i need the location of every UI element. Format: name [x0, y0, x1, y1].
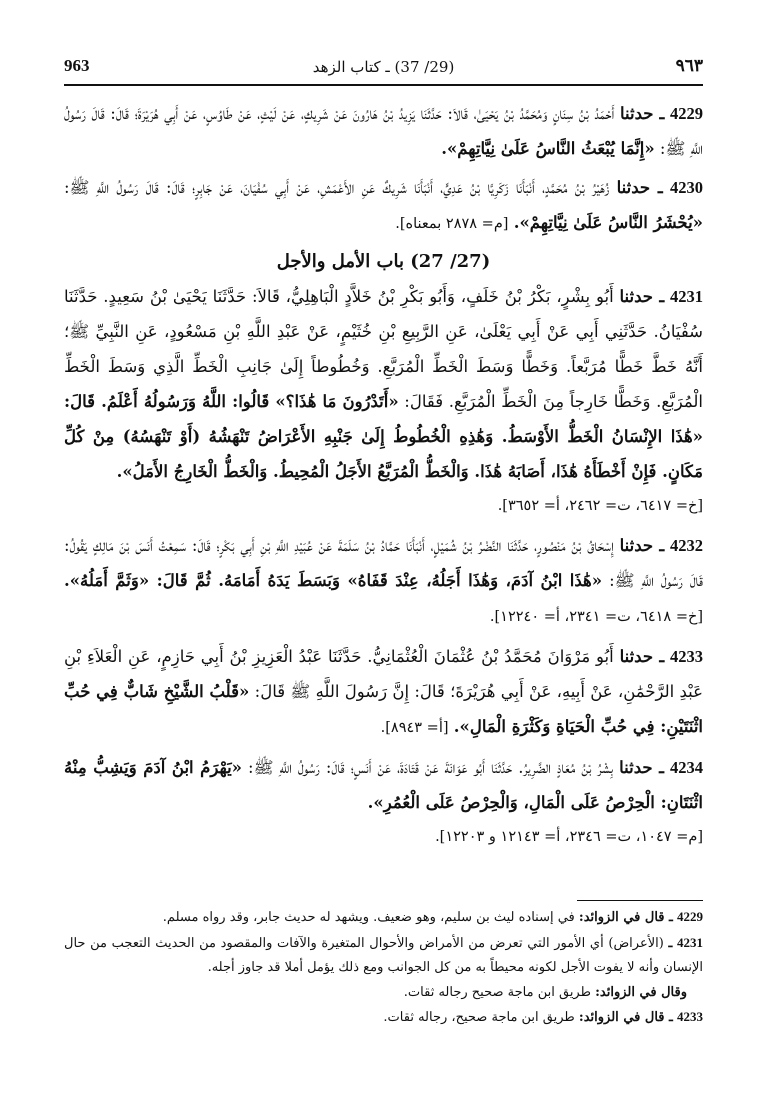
hadith-4230	[64, 170, 703, 242]
hadith-matn: «قَلْبُ الشَّيْخِ شَابٌّ فِي حُبِّ اثْنَتَيْنِ: فِي حُبِّ الْحَيَاةِ وَكَثْرَةِ الْمَالِ».	[64, 682, 703, 736]
hadith-4229	[64, 96, 703, 166]
hadith-matn: «إِنَّمَا يُبْعَثُ النَّاسُ عَلَىٰ نِيَّاتِهِمْ».	[441, 139, 655, 158]
hadith-4233	[64, 639, 703, 746]
footnote-number: 4231	[677, 934, 704, 950]
hadith-number: 4232	[670, 536, 704, 555]
footnote-4231-zawaid	[64, 981, 703, 1006]
hadith-isnad: أَبُو بِشْرٍ، بَكْرُ بْنُ خَلَفٍ، وَأَبُو بَكْرِ بْنُ خَلاَّدٍ الْبَاهِلِيُّ، قَالاَ: حَدَّثَنَا يَحْيَىٰ بْنُ سَعِيدٍ. حَدَّثَنَا سُفْيَانُ. حَدَّثَنِي أَبِي عَنْ أَبِي يَعْلَىٰ، عَنِ الرَّبِيعِ بْنِ خُثَيْمٍ، عَنْ عَبْدِ اللَّهِ بْنِ مَسْعُودٍ، عَنِ النَّبِيِّ ﷺ؛ أَنَّهُ خَطَّ خَطًّا مُرَبَّعاً. وَخَطًّا وَسَطَ الْخَطِّ الْمُرَبَّعِ. وَخُطُوطاً إِلَىٰ جَانِبِ الْخَطِّ الَّذِي وَسَطَ الْخَطِّ الْمُرَبَّعِ. وَخَطًّا خَارِجاً مِنَ الْخَطِّ الْمُرَبَّعِ. فَقَالَ:	[64, 287, 703, 411]
page-header	[64, 54, 703, 84]
footnotes	[64, 905, 703, 1031]
hadith-4231	[64, 279, 703, 524]
hadith-number: 4233	[670, 647, 704, 666]
hadith-4232	[64, 528, 703, 635]
hadith-reference: [خ= ٦٤١٨، ت= ٢٣٤١، أ= ١٢٢٤٠].	[489, 609, 703, 625]
hadith-isnad: إِسْحَاقُ بْنُ مَنْصُورٍ، حَدَّثَنَا النَّضْرُ بْنُ شُمَيْلٍ، أَنْبَأَنَا حَمَّادُ بْنُ سَلَمَةَ عَنْ عُبَيْدِ اللَّهِ بْنِ أَبِي بَكْرٍ؛ قَالَ: سَمِعْتُ أَنَسَ بْنَ مَالِكٍ يَقُولُ: قَالَ رَسُولُ اللَّهِ ﷺ:	[64, 536, 703, 590]
footnote-text: في إسناده ليث بن سليم، وهو ضعيف. ويشهد له حديث جابر، وقد رواه مسلم.	[162, 910, 575, 925]
footnote-text: طريق ابن ماجة صحيح، رجاله ثقات.	[383, 1010, 575, 1025]
footnote-label: وقال في الزوائد:	[595, 984, 687, 1000]
hadith-isnad: بِشْرُ بْنُ مُعَاذٍ الضَّرِيرُ. حَدَّثَنَا أَبُو عَوَانَةَ عَنْ قَتَادَةَ، عَنْ أَنَسٍ؛ قَالَ: رَسُولُ اللَّهِ ﷺ:	[248, 758, 614, 777]
hadith-opening: ـ حدثنا	[619, 536, 665, 555]
hadith-matn: «يُحْشَرُ النَّاسُ عَلَىٰ نِيَّاتِهِمْ».	[513, 213, 703, 232]
footnote-label: ـ	[668, 935, 673, 951]
footnote-number: 4229	[677, 909, 703, 924]
footnote-text: طريق ابن ماجة صحيح رجاله ثقات.	[403, 984, 591, 1000]
footnote-4231	[64, 931, 703, 981]
main-text	[64, 96, 703, 855]
hadith-opening: ـ حدثنا	[619, 287, 665, 306]
hadith-matn: «يَهْرَمُ ابْنُ آدَمَ وَيَشِبُّ مِنْهُ اثْنَتَانِ: الْحِرْصُ عَلَى الْمَالِ، وَالْحِرْصُ عَلَى الْعُمُرِ».	[64, 758, 703, 812]
page-number-arabic: ٩٦٣	[675, 56, 703, 76]
hadith-matn: «أَتَدْرُونَ مَا هَٰذَا؟» قَالُوا: اللَّهُ وَرَسُولُهُ أَعْلَمُ. قَالَ: «هَٰذَا الإِنْسَانُ الْخَطُّ الأَوْسَطُ. وَهَٰذِهِ الْخُطُوطُ إِلَىٰ جَنْبِهِ الأَعْرَاضُ تَنْهَشُهُ (أَوْ تَنْهَسُهُ) مِنْ كُلِّ مَكَانٍ. فَإِنْ أَخْطَأَهُ هَٰذَا، أَصَابَهُ هَٰذَا. وَالْخَطُّ الْمُرَبَّعُ الأَجَلُ الْمُحِيطُ. وَالْخَطُّ الْخَارِجُ الأَمَلُ».	[64, 392, 703, 481]
chapter-title: (27/ 27) باب الأمل والأجل	[276, 251, 491, 272]
footnote-4233	[64, 1005, 703, 1031]
hadith-number: 4231	[670, 287, 704, 306]
hadith-opening: ـ حدثنا	[619, 758, 664, 777]
footnote-number: 4233	[677, 1009, 703, 1024]
footnote-text: (الأعراض) أي الأمور التي تعرض من الأمراض والأحوال المتغيرة والآفات والمقصود من الحديث التعجب من حال الإنسان وأنه لا يفوت الأجل لكونه محيطاً به من كل الجوانب ومع ذلك يؤمل أملا قد جاوز أجله.	[64, 935, 703, 975]
footnote-label: ـ قال في الزوائد:	[578, 910, 673, 925]
footnote-4229	[64, 905, 703, 931]
hadith-reference: [أ= ٨٩٤٣].	[380, 720, 449, 736]
footnote-label: ـ قال في الزوائد:	[578, 1010, 673, 1025]
hadith-reference: [خ= ٦٤١٧، ت= ٢٤٦٢، أ= ٣٦٥٢].	[497, 498, 703, 514]
hadith-number: 4234	[669, 758, 703, 777]
hadith-reference: [م= ١٠٤٧، ت= ٢٣٤٦، أ= ١٢١٤٣ و ١٢٢٠٣].	[435, 829, 703, 845]
hadith-isnad: أَبُو مَرْوَانَ مُحَمَّدُ بْنُ عُثْمَانَ الْعُثْمَانِيُّ. حَدَّثَنَا عَبْدُ الْعَزِيزِ بْنُ أَبِي حَازِمٍ، عَنِ الْعَلاَءِ بْنِ عَبْدِ الرَّحْمَٰنِ، عَنْ أَبِيهِ، عَنْ أَبِي هُرَيْرَةَ؛ قَالَ: إِنَّ رَسُولَ اللَّهِ ﷺ قَالَ:	[64, 647, 703, 701]
page-number-latin: 963	[64, 56, 90, 75]
hadith-isnad: زُهَيْرُ بْنُ مُحَمَّدٍ، أَنْبَأَنَا زَكَرِيَّا بْنُ عَدِيٍّ، أَنْبَأَنَا شَرِيكٌ عَنِ الأَعْمَشِ، عَنْ أَبِي سُفْيَانَ، عَنْ جَابِرٍ؛ قَالَ: قَالَ رَسُولُ اللَّهِ ﷺ:	[64, 178, 610, 197]
hadith-isnad: أَحْمَدُ بْنُ سِنَانٍ وَمُحَمَّدُ بْنُ يَحْيَىٰ، قَالاَ: حَدَّثَنَا يَزِيدُ بْنُ هَارُونَ عَنْ شَرِيكٍ، عَنْ لَيْثٍ، عَنْ طَاوُسٍ، عَنْ أَبِي هُرَيْرَةَ؛ قَالَ: قَالَ رَسُولُ اللَّهِ ﷺ:	[64, 104, 703, 158]
hadith-opening: ـ حدثنا	[619, 104, 665, 123]
hadith-number: 4229	[670, 104, 703, 123]
hadith-opening: ـ حدثنا	[619, 647, 665, 666]
hadith-number: 4230	[670, 178, 704, 197]
header-divider	[64, 84, 703, 86]
hadith-opening: ـ حدثنا	[616, 178, 663, 197]
hadith-matn: «هَٰذَا ابْنُ آدَمَ، وَهَٰذَا أَجَلُهُ، عِنْدَ قَفَاهُ» وَبَسَطَ يَدَهُ أَمَامَهُ. ثُمَّ قَالَ: «وَثَمَّ أَمَلُهُ».	[64, 571, 603, 590]
hadith-4234	[64, 750, 703, 855]
footnote-divider	[577, 900, 703, 901]
running-title: (29/ 37) ـ كتاب الزهد	[312, 58, 455, 76]
hadith-reference: [م= ٢٨٧٨ بمعناه].	[395, 216, 509, 232]
